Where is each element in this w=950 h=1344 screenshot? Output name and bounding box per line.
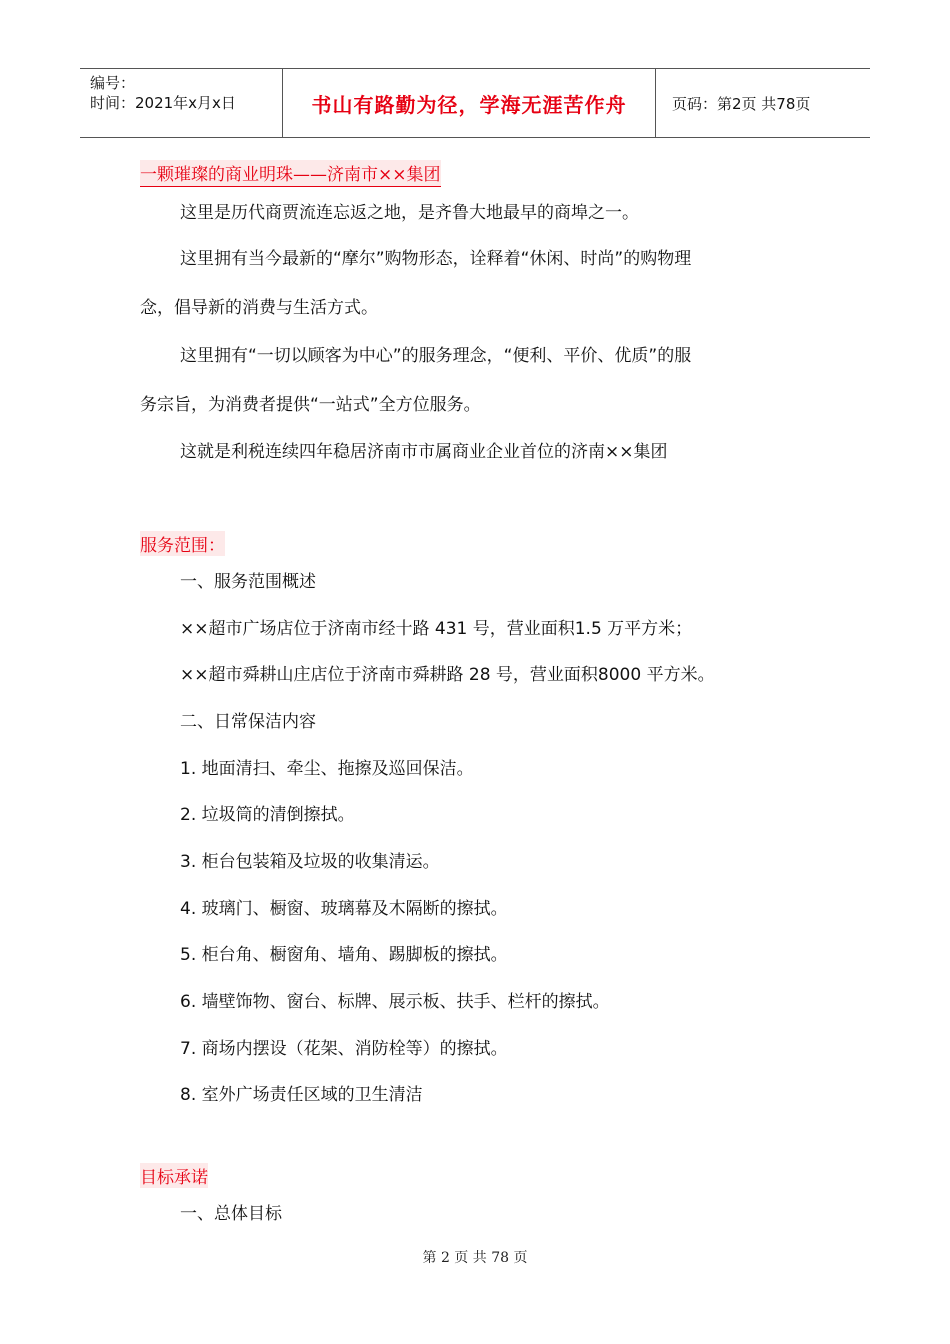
list-item: 7. 商场内摆设（花架、消防栓等）的擦拭。 (180, 1039, 508, 1059)
paragraph-line: ××超市广场店位于济南市经十路 431 号，营业面积1.5 万平方米； (180, 619, 693, 639)
paragraph-line: 念，倡导新的消费与生活方式。 (140, 298, 378, 318)
paragraph-line: 这就是利税连续四年稳居济南市市属商业企业首位的济南××集团 (180, 442, 668, 462)
paragraph-line: 这里拥有“一切以顾客为中心”的服务理念，“便利、平价、优质”的服 (180, 346, 692, 366)
paragraph-line: ××超市舜耕山庄店位于济南市舜耕路 28 号，营业面积8000 平方米。 (180, 665, 715, 685)
list-item: 2. 垃圾筒的清倒擦拭。 (180, 805, 355, 825)
list-item: 4. 玻璃门、橱窗、玻璃幕及木隔断的擦拭。 (180, 899, 508, 919)
section-title-goals: 目标承诺 (140, 1163, 208, 1188)
header-meta (80, 69, 282, 137)
page-footer: 第 2 页 共 78 页 (422, 1250, 528, 1266)
section-title-service-scope: 服务范围： (140, 531, 225, 556)
subheading: 二、日常保洁内容 (180, 712, 316, 732)
header-date: 时间：2021年x月x日 (90, 94, 236, 112)
paragraph-line: 这里拥有当今最新的“摩尔”购物形态，诠释着“休闲、时尚”的购物理 (180, 249, 692, 269)
subheading: 一、服务范围概述 (180, 572, 316, 592)
subheading: 一、总体目标 (180, 1204, 282, 1224)
section-title-company: 一颗璀璨的商业明珠——济南市××集团 (140, 160, 441, 187)
header-page-label: 页码：第2页 共78页 (672, 94, 811, 113)
page-header (80, 68, 870, 138)
list-item: 1. 地面清扫、牵尘、拖擦及巡回保洁。 (180, 759, 474, 779)
list-item: 3. 柜台包装箱及垃圾的收集清运。 (180, 852, 440, 872)
paragraph-line: 这里是历代商贾流连忘返之地，是齐鲁大地最早的商埠之一。 (180, 203, 639, 223)
list-item: 8. 室外广场责任区域的卫生清洁 (180, 1085, 423, 1105)
list-item: 5. 柜台角、橱窗角、墙角、踢脚板的擦拭。 (180, 945, 508, 965)
header-page-number (664, 69, 870, 137)
header-motto: 书山有路勤为径，学海无涯苦作舟 (282, 69, 656, 137)
header-number: 编号： (90, 74, 136, 92)
list-item: 6. 墙壁饰物、窗台、标牌、展示板、扶手、栏杆的擦拭。 (180, 992, 610, 1012)
paragraph-line: 务宗旨，为消费者提供“一站式”全方位服务。 (140, 395, 481, 415)
